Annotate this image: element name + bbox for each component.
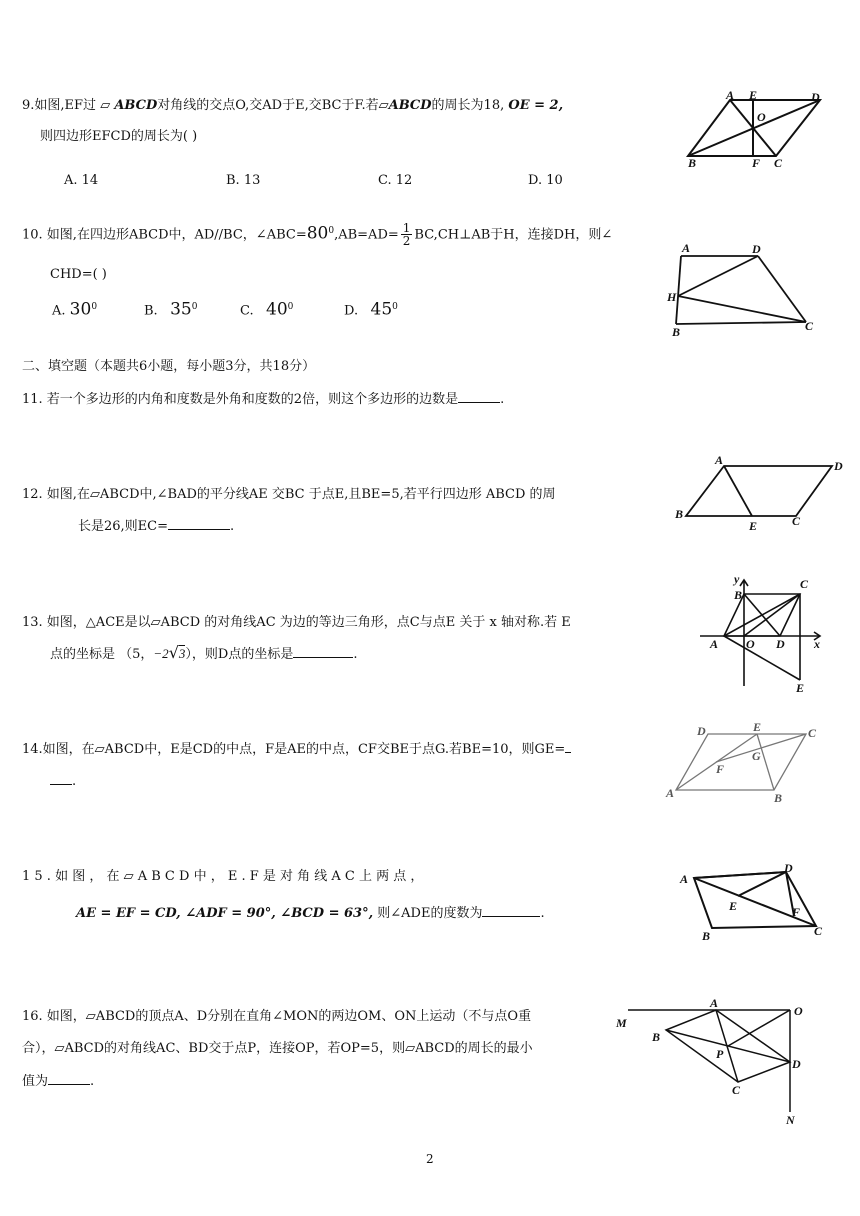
q10-text-c: BC,CH⊥AB于H，连接DH，则∠ <box>414 227 613 243</box>
f12-label-a: A <box>715 453 724 467</box>
q13-line1: 13. 如图，△ACE是以▱ABCD 的对角线AC 为边的等边三角形，点C与点E 关于 x 轴对称.若 E <box>22 615 571 630</box>
f9-label-f: F <box>752 156 761 168</box>
f15-label-d: D <box>784 861 793 875</box>
q10-angle-degree: 0 <box>328 226 335 236</box>
q13-text-a: 点的坐标是 （5， <box>50 647 154 662</box>
f12-label-b: B <box>675 507 684 521</box>
f10-label-c: C <box>805 319 814 333</box>
option-value: 30 <box>69 299 92 320</box>
f14-label-b: B <box>774 791 783 804</box>
q12-line2 <box>78 517 234 536</box>
q14-end: . <box>72 774 77 789</box>
f13-label-x: x <box>814 637 820 651</box>
q10-angle: 80 <box>306 223 329 244</box>
q13-answer-blank[interactable] <box>293 645 353 658</box>
f10-label-h: H <box>667 290 677 304</box>
f13-label-b: B <box>734 588 743 602</box>
fraction-numerator: 1 <box>402 221 411 236</box>
f16-label-m: M <box>616 1016 627 1030</box>
q14-text: 14.如图，在▱ABCD中，E是CD的中点，F是AE的中点，CF交BE于点G.若BE=10，则GE= <box>22 742 566 757</box>
f14-label-f: F <box>716 762 725 776</box>
parallelogram-icon: ▱ <box>378 98 389 113</box>
f16-label-o: O <box>794 1004 803 1018</box>
q11-answer-blank[interactable] <box>458 390 500 403</box>
f12-label-d: D <box>834 459 843 473</box>
f10-label-d: D <box>752 242 761 256</box>
f15-label-f: F <box>792 905 801 919</box>
f16-label-a: A <box>710 996 719 1010</box>
f15-label-e: E <box>729 899 738 913</box>
option-letter: A. <box>52 303 66 319</box>
q15-end: . <box>540 906 545 921</box>
q14-answer-blank-b[interactable] <box>50 772 72 785</box>
q16-end: . <box>90 1074 95 1089</box>
f13-label-c: C <box>800 577 809 591</box>
q9-text-b: 对角线的交点O,交AD于E,交BC于F.若 <box>157 98 379 113</box>
figure-q10 <box>664 238 824 338</box>
q16-line1: 16. 如图，▱ABCD的顶点A、D分别在直角∠MON的两边OM、ON上运动（不与点O重 <box>22 1009 532 1024</box>
f9-label-c: C <box>774 156 783 168</box>
f12-label-c: C <box>792 514 801 528</box>
q10-option-b <box>144 298 197 320</box>
option-letter: D. <box>344 303 359 319</box>
figure-q9 <box>680 88 830 168</box>
q12-answer-blank[interactable] <box>168 517 230 530</box>
q13-neg2: −2 <box>153 646 169 661</box>
q10-option-d <box>344 298 398 320</box>
option-letter: C. <box>240 303 254 319</box>
f14-label-a: A <box>666 786 675 800</box>
q10-line1 <box>22 222 612 247</box>
option-value: 40 <box>266 299 288 320</box>
q12-end: . <box>230 519 235 534</box>
f16-label-c: C <box>732 1083 741 1097</box>
f14-label-c: C <box>808 726 817 740</box>
f9-label-e: E <box>749 88 758 102</box>
q16-text: 值为 <box>22 1074 49 1089</box>
f15-label-c: C <box>814 924 823 938</box>
f9-label-a: A <box>726 88 735 102</box>
q15-line2 <box>76 904 545 923</box>
q15-formula: AE = EF = CD, ∠ADF = 90°, ∠BCD = 63°, <box>76 906 374 921</box>
f13-label-o: O <box>746 637 755 651</box>
q9-line1 <box>22 97 563 115</box>
q10-text-b: ,AB=AD= <box>334 227 399 243</box>
q10-fraction <box>401 222 413 247</box>
f16-label-p: P <box>716 1047 724 1061</box>
q9-abcd: ABCD <box>114 98 158 113</box>
q16-line3 <box>22 1072 94 1091</box>
q15-text: 则∠ADE的度数为 <box>377 906 483 921</box>
q13-line2 <box>50 644 357 664</box>
f16-label-n: N <box>786 1113 795 1127</box>
sqrt-icon: √ <box>168 643 179 662</box>
q9-text-c: 的周长为18, <box>431 98 505 113</box>
fraction-denominator: 2 <box>402 234 411 249</box>
f12-label-e: E <box>749 519 758 532</box>
option-letter: B. <box>144 303 158 319</box>
q10-option-a <box>52 298 97 320</box>
q16-line2: 合），▱ABCD的对角线AC、BD交于点P，连接OP，若OP=5，则▱ABCD的周长的最小 <box>22 1041 533 1056</box>
q15-answer-blank[interactable] <box>482 904 540 917</box>
f15-label-b: B <box>702 929 711 942</box>
f14-label-e: E <box>753 722 762 734</box>
option-value: 35 <box>170 299 192 320</box>
f10-label-b: B <box>672 325 681 338</box>
parallelogram-icon: ▱ <box>100 98 111 113</box>
q9-option-c: C. 12 <box>378 173 413 188</box>
f10-label-a: A <box>682 241 691 255</box>
q13-end: . <box>353 647 358 662</box>
f16-label-b: B <box>652 1030 661 1044</box>
figure-q16 <box>612 994 812 1130</box>
f13-label-e: E <box>796 681 805 695</box>
f13-label-d: D <box>776 637 785 651</box>
f13-label-a: A <box>710 637 719 651</box>
q9-text-a: 9.如图,EF过 <box>22 98 97 113</box>
option-value: 45 <box>370 299 393 320</box>
q14 <box>22 740 571 759</box>
q9-oe: OE = 2, <box>508 98 564 113</box>
f15-label-a: A <box>680 872 689 886</box>
q11 <box>22 390 504 409</box>
figure-q15 <box>676 856 830 942</box>
option-degree: 0 <box>392 302 398 312</box>
figure-q13 <box>696 572 828 698</box>
figure-q12 <box>672 452 852 532</box>
q9-abcd-2: ABCD <box>388 98 432 113</box>
f14-label-g: G <box>752 749 761 763</box>
q14-answer-blank-a[interactable] <box>565 740 571 753</box>
f16-label-d: D <box>792 1057 801 1071</box>
f9-label-o: O <box>757 110 766 124</box>
figure-q14 <box>664 722 824 804</box>
option-degree: 0 <box>191 302 198 312</box>
q14-line2 <box>50 772 76 791</box>
q10-option-c <box>240 298 293 320</box>
q9-option-a: A. 14 <box>64 173 99 188</box>
q11-text: 11. 若一个多边形的内角和度数是外角和度数的2倍，则这个多边形的边数是 <box>22 392 459 407</box>
q13-text-b: ），则D点的坐标是 <box>185 647 294 662</box>
page-number: 2 <box>426 1152 434 1166</box>
f9-label-b: B <box>688 156 697 168</box>
option-degree: 0 <box>287 302 294 312</box>
q12-text: 长是26,则EC= <box>78 519 169 534</box>
option-degree: 0 <box>91 302 98 312</box>
f13-label-y: y <box>734 572 740 586</box>
q9-option-b: B. 13 <box>226 173 261 188</box>
q16-answer-blank[interactable] <box>48 1072 90 1085</box>
f14-label-d: D <box>697 724 706 738</box>
q11-end: . <box>500 392 505 407</box>
q12-line1: 12. 如图,在▱ABCD中,∠BAD的平分线AE 交BC 于点E,且BE=5,若平行四边形 ABCD 的周 <box>22 487 556 502</box>
q10-text-a: 10. 如图,在四边形ABCD中，AD//BC，∠ABC= <box>22 227 307 243</box>
q9-option-d: D. 10 <box>528 173 563 188</box>
q9-line2: 则四边形EFCD的周长为( ) <box>40 129 198 144</box>
section-2-heading: 二、填空题（本题共6小题，每小题3分，共18分） <box>22 359 316 374</box>
q10-line2: CHD=( ) <box>50 267 107 282</box>
f9-label-d: D <box>811 90 820 104</box>
q15-line1: 1 5 . 如 图 ， 在 ▱ A B C D 中 ， E . F 是 对 角 线 A C 上 两 点 ， <box>22 869 424 884</box>
q13-sqrt-value: 3 <box>178 646 186 661</box>
